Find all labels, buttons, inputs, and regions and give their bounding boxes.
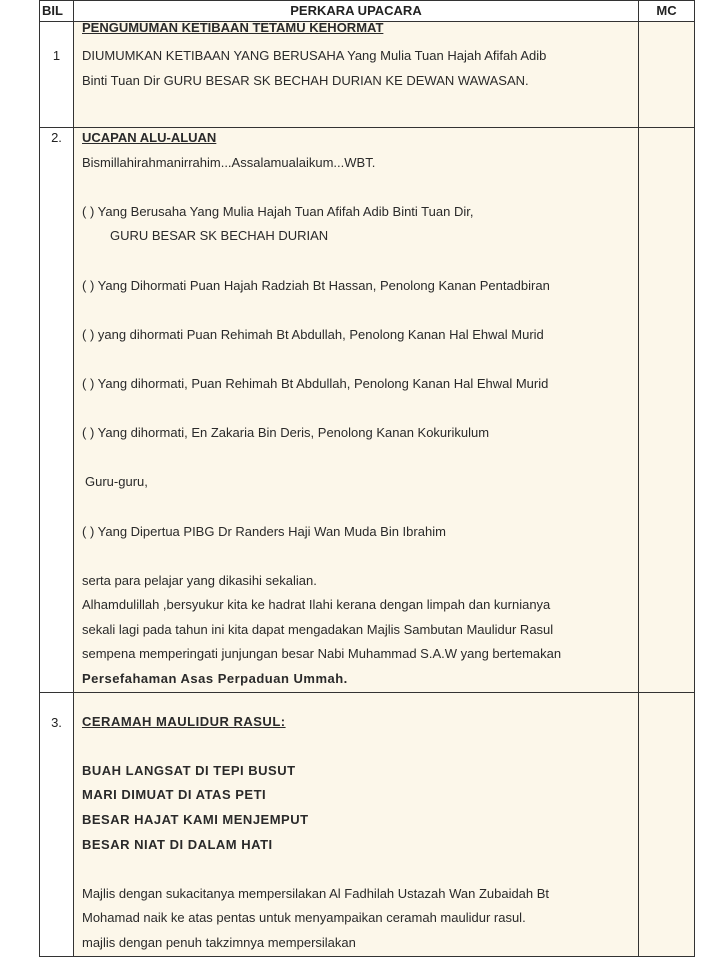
invitation-line: Mohamad naik ke atas pentas untuk menyampaikan ceramah maulidur rasul. bbox=[82, 910, 526, 926]
program-table bbox=[39, 0, 695, 957]
speech-theme: Persefahaman Asas Perpaduan Ummah. bbox=[82, 671, 348, 687]
mc-cell bbox=[639, 22, 695, 128]
guest-line: Guru-guru, bbox=[85, 474, 148, 490]
speech-line: sekali lagi pada tahun ini kita dapat mengadakan Majlis Sambutan Maulidur Rasul bbox=[82, 621, 554, 637]
section-title: PENGUMUMAN KETIBAAN TETAMU KEHORMAT bbox=[82, 20, 384, 35]
header-perkara: PERKARA UPACARA bbox=[74, 1, 639, 22]
guest-line: ( ) Yang dihormati, En Zakaria Bin Deris, Penolong Kanan Kokurikulum bbox=[82, 425, 490, 441]
speech-line: serta para pelajar yang dikasihi sekalian. bbox=[82, 572, 317, 588]
table-row bbox=[40, 22, 695, 128]
speech-line: sempena memperingati junjungan besar Nabi Muhammad S.A.W yang bertemakan bbox=[82, 646, 562, 662]
invitation-line: majlis dengan penuh takzimnya mempersilakan bbox=[82, 935, 356, 950]
speech-line: Alhamdulillah ,bersyukur kita ke hadrat Ilahi kerana dengan limpah dan kurnianya bbox=[82, 597, 551, 613]
row-number: 2. bbox=[40, 128, 74, 693]
row-number: 3. bbox=[40, 692, 74, 956]
guest-line: ( ) Yang dihormati, Puan Rehimah Bt Abdullah, Penolong Kanan Hal Ehwal Murid bbox=[82, 375, 549, 391]
greeting-line: Bismillahirahmanirrahim...Assalamualaikum...WBT. bbox=[82, 154, 376, 170]
row-content bbox=[74, 128, 639, 693]
table-row bbox=[40, 692, 695, 956]
guest-line: GURU BESAR SK BECHAH DURIAN bbox=[110, 228, 329, 244]
mc-cell bbox=[639, 128, 695, 693]
invitation-line: Majlis dengan sukacitanya mempersilakan Al Fadhilah Ustazah Wan Zubaidah Bt bbox=[82, 885, 550, 901]
announcement-line: DIUMUMKAN KETIBAAN YANG BERUSAHA Yang Mulia Tuan Hajah Afifah Adib bbox=[82, 48, 547, 63]
section-title: CERAMAH MAULIDUR RASUL: bbox=[82, 713, 286, 729]
table-row bbox=[40, 128, 695, 693]
pantun-line: BESAR HAJAT KAMI MENJEMPUT bbox=[82, 812, 309, 828]
header-bil: BIL bbox=[40, 1, 74, 22]
section-title: UCAPAN ALU-ALUAN bbox=[82, 130, 217, 145]
row-content bbox=[74, 692, 639, 956]
mc-cell bbox=[639, 692, 695, 956]
guest-line: ( ) yang dihormati Puan Rehimah Bt Abdullah, Penolong Kanan Hal Ehwal Murid bbox=[82, 326, 544, 342]
guest-line: ( ) Yang Berusaha Yang Mulia Hajah Tuan Afifah Adib Binti Tuan Dir, bbox=[82, 203, 474, 219]
announcement-line: Binti Tuan Dir GURU BESAR SK BECHAH DURIAN KE DEWAN WAWASAN. bbox=[82, 72, 529, 88]
header-mc: MC bbox=[639, 1, 695, 22]
pantun-line: MARI DIMUAT DI ATAS PETI bbox=[82, 787, 267, 803]
row-content bbox=[74, 22, 639, 128]
guest-line: ( ) Yang Dipertua PIBG Dr Randers Haji Wan Muda Bin Ibrahim bbox=[82, 523, 446, 539]
pantun-line: BESAR NIAT DI DALAM HATI bbox=[82, 836, 273, 852]
pantun-line: BUAH LANGSAT DI TEPI BUSUT bbox=[82, 762, 296, 778]
row-number: 1 bbox=[40, 22, 74, 128]
guest-line: ( ) Yang Dihormati Puan Hajah Radziah Bt Hassan, Penolong Kanan Pentadbiran bbox=[82, 277, 550, 293]
